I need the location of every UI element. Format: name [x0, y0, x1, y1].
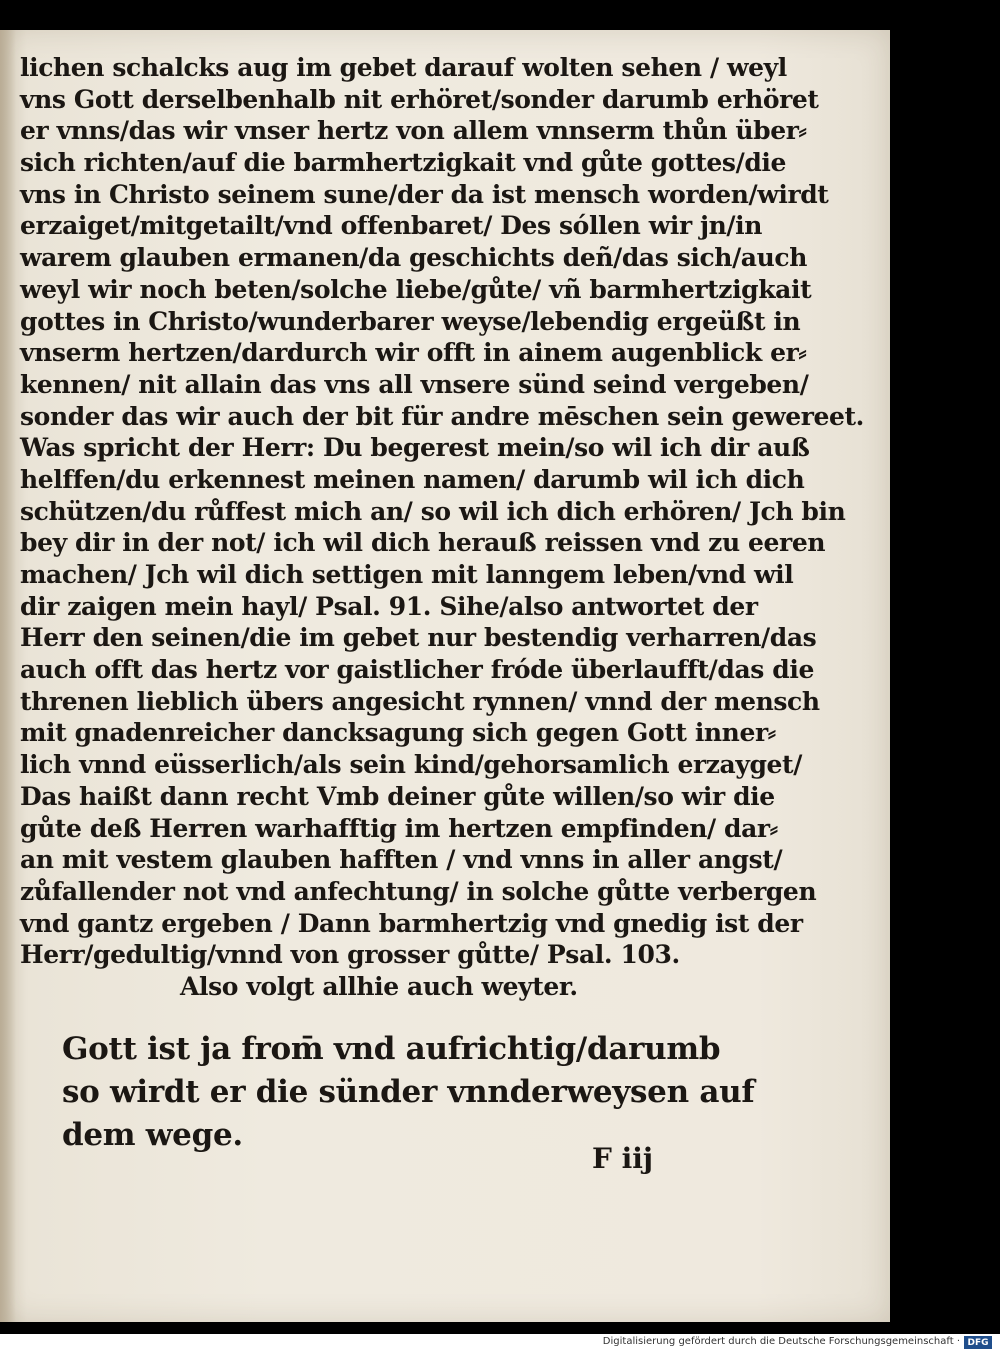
text-line: vnserm hertzen/dardurch wir offt in ainem augenblick er⸗ — [20, 338, 807, 368]
verse-line: Gott ist ja from̄ vnd aufrichtig/darumb — [62, 1031, 721, 1067]
text-line: mit gnadenreicher dancksagung sich gegen Gott inner⸗ — [20, 718, 776, 748]
text-line: bey dir in der not/ ich wil dich herauß reissen vnd zu eeren — [20, 528, 826, 558]
text-line: lich vnnd eüsserlich/als sein kind/gehorsamlich erzayget/ — [20, 750, 802, 780]
verse-line: dem wege. — [62, 1117, 243, 1153]
text-line: vns in Christo seinem sune/der da ist mensch worden/wirdt — [20, 179, 829, 209]
text-line: Was spricht der Herr: Du begerest mein/so wil ich dir auß — [20, 433, 810, 463]
text-line: sich richten/auf die barmhertzigkait vnd gůte gottes/die — [20, 148, 787, 178]
page-gutter — [0, 30, 16, 1322]
signature-mark: F iij — [592, 1142, 654, 1175]
text-line: Herr den seinen/die im gebet nur bestendig verharren/das — [20, 623, 817, 653]
text-line: dir zaigen mein hayl/ Psal. 91. Sihe/also antwortet der — [20, 591, 758, 621]
text-line: an mit vestem glauben hafften / vnd vnns in aller angst/ — [20, 845, 783, 875]
scripture-verse — [62, 1028, 755, 1157]
text-line: Das haißt dann recht Vmb deiner gůte willen/so wir die — [20, 781, 775, 811]
text-line: weyl wir noch beten/solche liebe/gůte/ vñ barmhertzigkait — [20, 274, 812, 304]
text-line: vns Gott derselbenhalb nit erhöret/sonder darumb erhöret — [20, 84, 819, 114]
text-line: helffen/du erkennest meinen namen/ darumb wil ich dich — [20, 464, 805, 494]
text-line: Also volgt allhie auch weyter. — [180, 971, 578, 1001]
text-line: warem glauben ermanen/da geschichts deñ/das sich/auch — [20, 243, 807, 273]
text-line: schützen/du růffest mich an/ so wil ich dich erhören/ Jch bin — [20, 496, 846, 526]
text-line: auch offt das hertz vor gaistlicher fróde überlaufft/das die — [20, 655, 814, 685]
body-text — [20, 52, 864, 1003]
text-line: sonder das wir auch der bit für andre mēschen sein gewereet. — [20, 401, 864, 431]
text-line: Herr/gedultig/vnnd von grosser gůtte/ Psal. 103. — [20, 940, 680, 970]
text-line: gůte deß Herren warhafftig im hertzen empfinden/ dar⸗ — [20, 813, 778, 843]
text-line: machen/ Jch wil dich settigen mit lanngem leben/vnd wil — [20, 560, 794, 589]
text-line: zůfallender not vnd anfechtung/ in solche gůtte verbergen — [20, 876, 817, 906]
verse-line: so wirdt er die sünder vnnderweysen auf — [62, 1074, 755, 1110]
text-line: erzaiget/mitgetailt/vnd offenbaret/ Des sóllen wir jn/in — [20, 211, 763, 241]
text-line: lichen schalcks aug im gebet darauf wolten sehen / weyl — [20, 53, 787, 82]
text-line: kennen/ nit allain das vns all vnsere sünd seind vergeben/ — [20, 369, 809, 399]
funding-credit: Digitalisierung gefördert durch die Deutsche Forschungsgemeinschaft · — [602, 1336, 960, 1347]
text-line: er vnns/das wir vnser hertz von allem vnnserm thůn über⸗ — [20, 116, 807, 146]
dfg-logo-icon: DFG — [964, 1336, 992, 1349]
text-line: threnen lieblich übers angesicht rynnen/ vnnd der mensch — [20, 686, 820, 716]
text-line: gottes in Christo/wunderbarer weyse/lebendig ergeüßt in — [20, 306, 801, 336]
text-line: vnd gantz ergeben / Dann barmhertzig vnd gnedig ist der — [20, 908, 803, 938]
